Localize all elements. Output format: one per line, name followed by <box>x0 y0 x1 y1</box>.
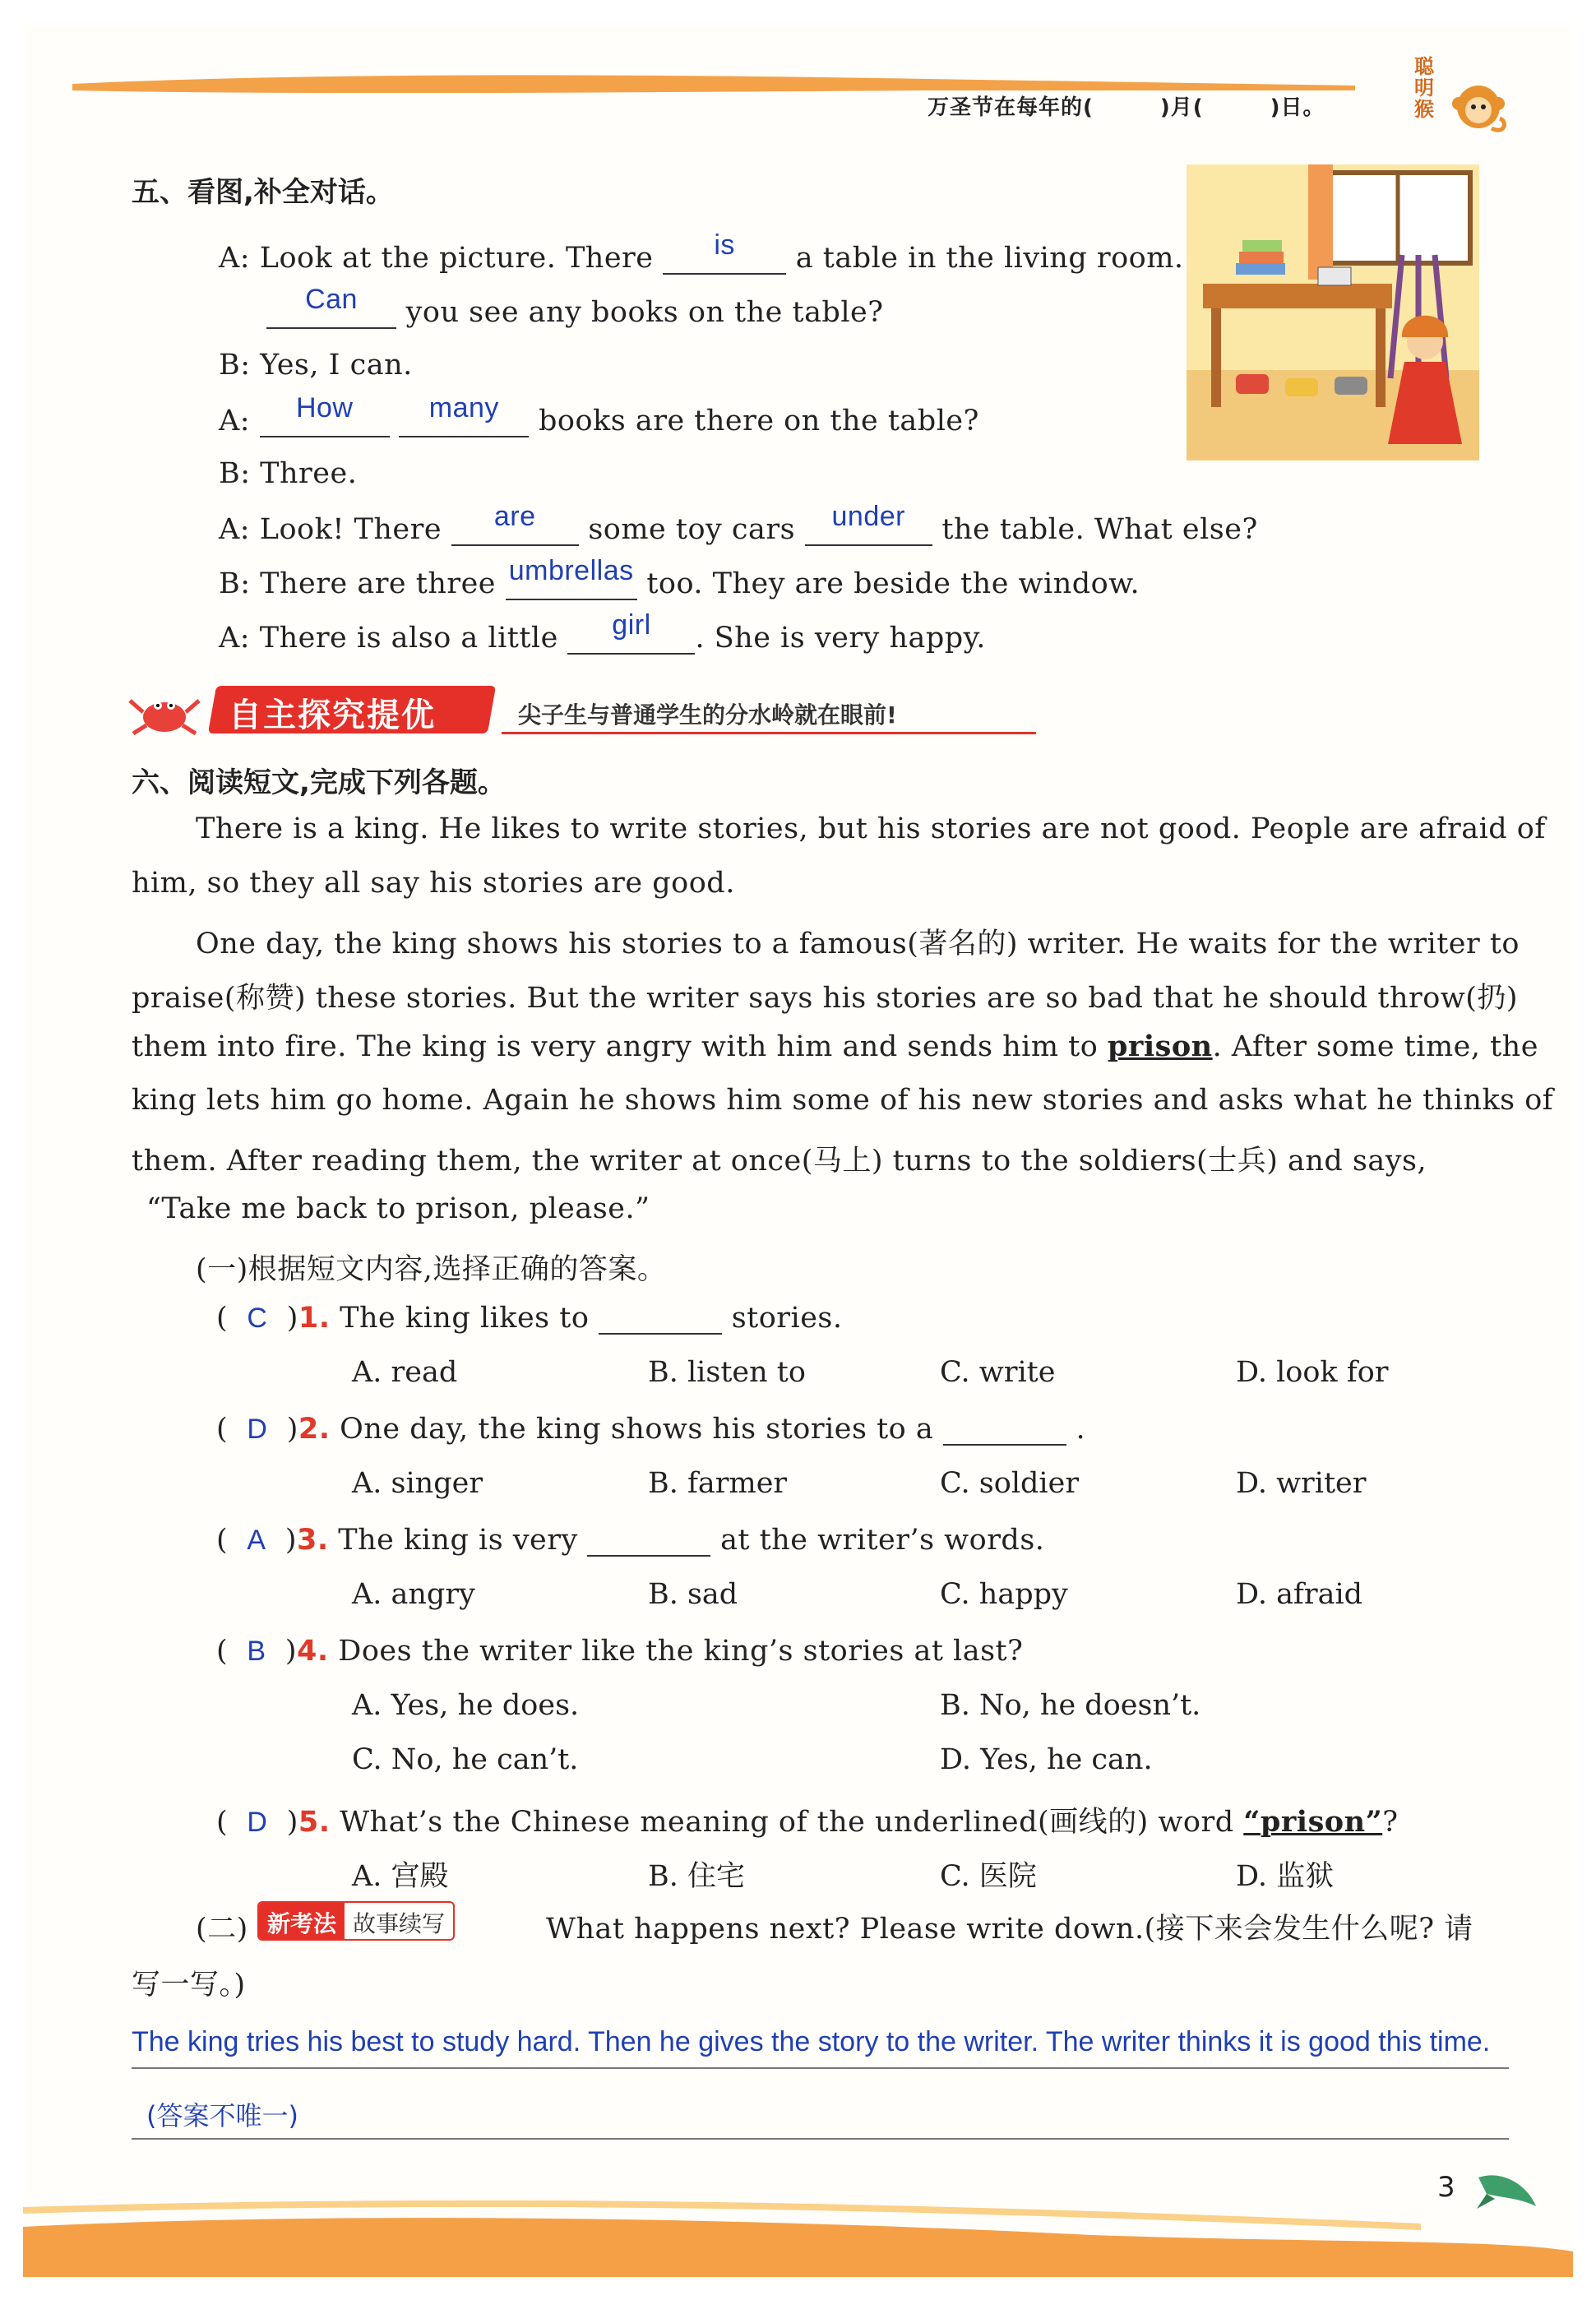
blank[interactable] <box>599 1303 722 1335</box>
dialogue-text: books are there on the table? <box>539 405 979 437</box>
dialogue-text: . She is very happy. <box>695 622 986 655</box>
dialogue-text: some toy cars <box>588 513 796 546</box>
passage-p2-line4: king lets him go home. Again he shows him some of his new stories and asks what he thinks of <box>132 1084 1554 1117</box>
speaker: B: <box>219 567 251 600</box>
banner-underline <box>502 732 1036 734</box>
passage-p2-line3 <box>132 1030 1538 1063</box>
option-c[interactable]: C. happy <box>940 1578 1068 1611</box>
question-stem: The king likes to <box>340 1302 590 1335</box>
option-b[interactable]: B. listen to <box>648 1356 806 1389</box>
dialogue-line-8 <box>219 609 986 655</box>
option-b[interactable]: B. 住宅 <box>648 1860 745 1893</box>
blank[interactable] <box>663 229 786 275</box>
blank[interactable] <box>943 1414 1066 1446</box>
option-c[interactable]: C. No, he can’t. <box>352 1743 579 1776</box>
answer: under <box>831 501 905 532</box>
passage-p1-line1: There is a king. He likes to write stories, but his stories are not good. People are afraid of <box>196 812 1546 845</box>
chosen-answer: D <box>247 1807 268 1838</box>
passage-p1-line2: him, so they all say his stories are good. <box>132 867 735 900</box>
passage-text: . After some time, the <box>1212 1030 1538 1063</box>
answer: are <box>493 501 536 532</box>
blank[interactable] <box>399 392 529 437</box>
option-d[interactable]: D. 监狱 <box>1236 1860 1335 1893</box>
section-banner <box>123 681 1036 740</box>
answer: Can <box>305 284 358 315</box>
tag-story-continuation: 故事续写 <box>353 1910 446 1937</box>
option-c[interactable]: C. 医院 <box>940 1860 1037 1893</box>
part2-answer-line2: (答案不唯一) <box>146 2100 298 2131</box>
blank[interactable] <box>587 1525 710 1557</box>
question-stem-end: . <box>1076 1413 1086 1446</box>
dialogue-text: a table in the living room. <box>795 242 1184 275</box>
dialogue-text: you see any books on the table? <box>405 296 884 329</box>
dialogue-line-3 <box>219 349 413 382</box>
question-stem-end: stories. <box>731 1302 843 1335</box>
part2-tag <box>257 1901 455 1941</box>
part2-label: (二) <box>196 1913 248 1946</box>
option-d[interactable]: D. look for <box>1236 1356 1389 1389</box>
question-1 <box>216 1302 843 1335</box>
tag-new-method: 新考法 <box>259 1903 345 1939</box>
question-stem: Does the writer like the king’s stories at last? <box>338 1635 1024 1668</box>
passage-p2-line1: One day, the king shows his stories to a famous(著名的) writer. He waits for the writer to <box>196 928 1520 960</box>
chosen-answer: A <box>247 1525 266 1556</box>
question-number: 5. <box>298 1806 331 1839</box>
passage-p2-line6: “Take me back to prison, please.” <box>146 1192 650 1225</box>
answer-rule-1 <box>132 2067 1509 2069</box>
speaker: B: <box>219 457 251 490</box>
answer: girl <box>612 609 651 641</box>
dialogue-line-1 <box>219 229 1184 275</box>
blank[interactable] <box>451 501 579 546</box>
chosen-answer: D <box>247 1414 268 1445</box>
underlined-word-prison: prison <box>1107 1030 1213 1063</box>
dialogue-text: Yes, I can. <box>260 349 413 382</box>
speaker: A: <box>219 622 251 655</box>
question-stem-end: ? <box>1382 1806 1399 1839</box>
blank[interactable] <box>506 555 637 600</box>
answer-bracket[interactable]: ( A ) <box>216 1524 297 1557</box>
question-number: 2. <box>298 1413 331 1446</box>
blank[interactable] <box>567 609 695 655</box>
dialogue-text: Look! There <box>259 513 442 546</box>
option-d[interactable]: D. afraid <box>1236 1578 1363 1611</box>
speaker: B: <box>219 349 251 382</box>
speaker: A: <box>219 513 251 546</box>
option-a[interactable]: A. singer <box>352 1467 483 1500</box>
question-stem-end: at the writer’s words. <box>720 1524 1045 1557</box>
option-c[interactable]: C. soldier <box>940 1467 1080 1500</box>
dialogue-text: too. They are beside the window. <box>646 567 1140 600</box>
question-stem: The king is very <box>338 1524 578 1557</box>
banner-slogan: 尖子生与普通学生的分水岭就在眼前! <box>518 701 897 729</box>
living-room-illustration <box>1187 164 1479 460</box>
answer: How <box>295 392 354 423</box>
footer-brush-stroke <box>23 2194 1573 2277</box>
option-b[interactable]: B. sad <box>648 1578 738 1611</box>
option-a[interactable]: A. Yes, he does. <box>352 1689 580 1722</box>
speaker: A: <box>219 242 251 275</box>
question-stem: One day, the king shows his stories to a <box>340 1413 934 1446</box>
chosen-answer: C <box>247 1303 268 1334</box>
dialogue-text: There is also a little <box>259 622 558 655</box>
part2-prompt-line2: 写一写。) <box>132 1969 246 2002</box>
logo-text: 聪明猴 <box>1414 55 1434 121</box>
underlined-word: “prison” <box>1243 1805 1383 1839</box>
part1-title: (一)根据短文内容,选择正确的答案。 <box>196 1253 667 1286</box>
dialogue-line-6 <box>219 501 1258 546</box>
blank[interactable] <box>266 284 396 329</box>
section6-title: 六、阅读短文,完成下列各题。 <box>132 766 506 799</box>
crab-icon <box>123 687 206 737</box>
answer: is <box>714 229 735 261</box>
question-number: 4. <box>297 1635 329 1668</box>
answer: umbrellas <box>508 555 634 586</box>
option-a[interactable]: A. angry <box>352 1578 475 1611</box>
dialogue-line-4 <box>219 392 979 437</box>
question-number: 3. <box>297 1524 329 1557</box>
blank[interactable] <box>805 501 932 546</box>
dialogue-line-5 <box>219 457 357 490</box>
page <box>23 23 1573 2277</box>
option-d[interactable]: D. writer <box>1236 1467 1367 1500</box>
banner-title: 自主探究提优 <box>229 696 436 734</box>
answer-bracket[interactable]: ( D ) <box>216 1806 298 1839</box>
dialogue-line-2 <box>266 284 884 329</box>
question-number: 1. <box>298 1302 331 1335</box>
question-2 <box>216 1413 1085 1446</box>
option-b[interactable]: B. No, he doesn’t. <box>940 1689 1201 1722</box>
answer-bracket[interactable]: ( C ) <box>216 1302 298 1335</box>
speaker: A: <box>219 405 251 437</box>
answer: many <box>428 392 499 423</box>
part2-answer-line1: The king tries his best to study hard. Then he gives the story to the writer. The writer thinks it is good this time. <box>132 2026 1491 2057</box>
answer-bracket[interactable]: ( B ) <box>216 1635 297 1668</box>
passage-p2-line5: them. After reading them, the writer at once(马上) turns to the soldiers(士兵) and says, <box>132 1145 1427 1178</box>
dialogue-text: Look at the picture. There <box>259 242 654 275</box>
dialogue-text: There are three <box>260 567 497 600</box>
option-a[interactable]: A. read <box>352 1356 458 1389</box>
passage-p2-line2: praise(称赞) these stories. But the writer says his stories are so bad that he should throw(扔) <box>132 982 1519 1015</box>
living-room-picture <box>1187 164 1479 460</box>
option-d[interactable]: D. Yes, he can. <box>940 1743 1153 1776</box>
page-number: 3 <box>1437 2171 1455 2204</box>
dialogue-line-7 <box>219 555 1140 600</box>
part2-prompt-line1: What happens next? Please write down.(接下来会发生什么呢? 请 <box>546 1913 1473 1946</box>
dialogue-text: Three. <box>260 457 358 490</box>
passage-text: them into fire. The king is very angry with him and sends him to <box>132 1030 1108 1063</box>
option-b[interactable]: B. farmer <box>648 1467 788 1500</box>
option-a[interactable]: A. 宫殿 <box>352 1860 449 1893</box>
monkey-logo <box>1413 56 1511 146</box>
header-holiday-question: 万圣节在每年的( )月( )日。 <box>928 95 1325 120</box>
chosen-answer: B <box>247 1636 266 1667</box>
question-3 <box>216 1524 1044 1557</box>
section5-title: 五、看图,补全对话。 <box>132 176 394 209</box>
question-stem: What’s the Chinese meaning of the underlined(画线的) word <box>340 1806 1234 1839</box>
dialogue-text: the table. What else? <box>941 513 1258 546</box>
answer-bracket[interactable]: ( D ) <box>216 1413 298 1446</box>
question-4 <box>216 1635 1023 1668</box>
question-5 <box>216 1799 1398 1840</box>
blank[interactable] <box>260 392 390 437</box>
option-c[interactable]: C. write <box>940 1356 1056 1389</box>
answer-rule-2 <box>132 2138 1509 2140</box>
